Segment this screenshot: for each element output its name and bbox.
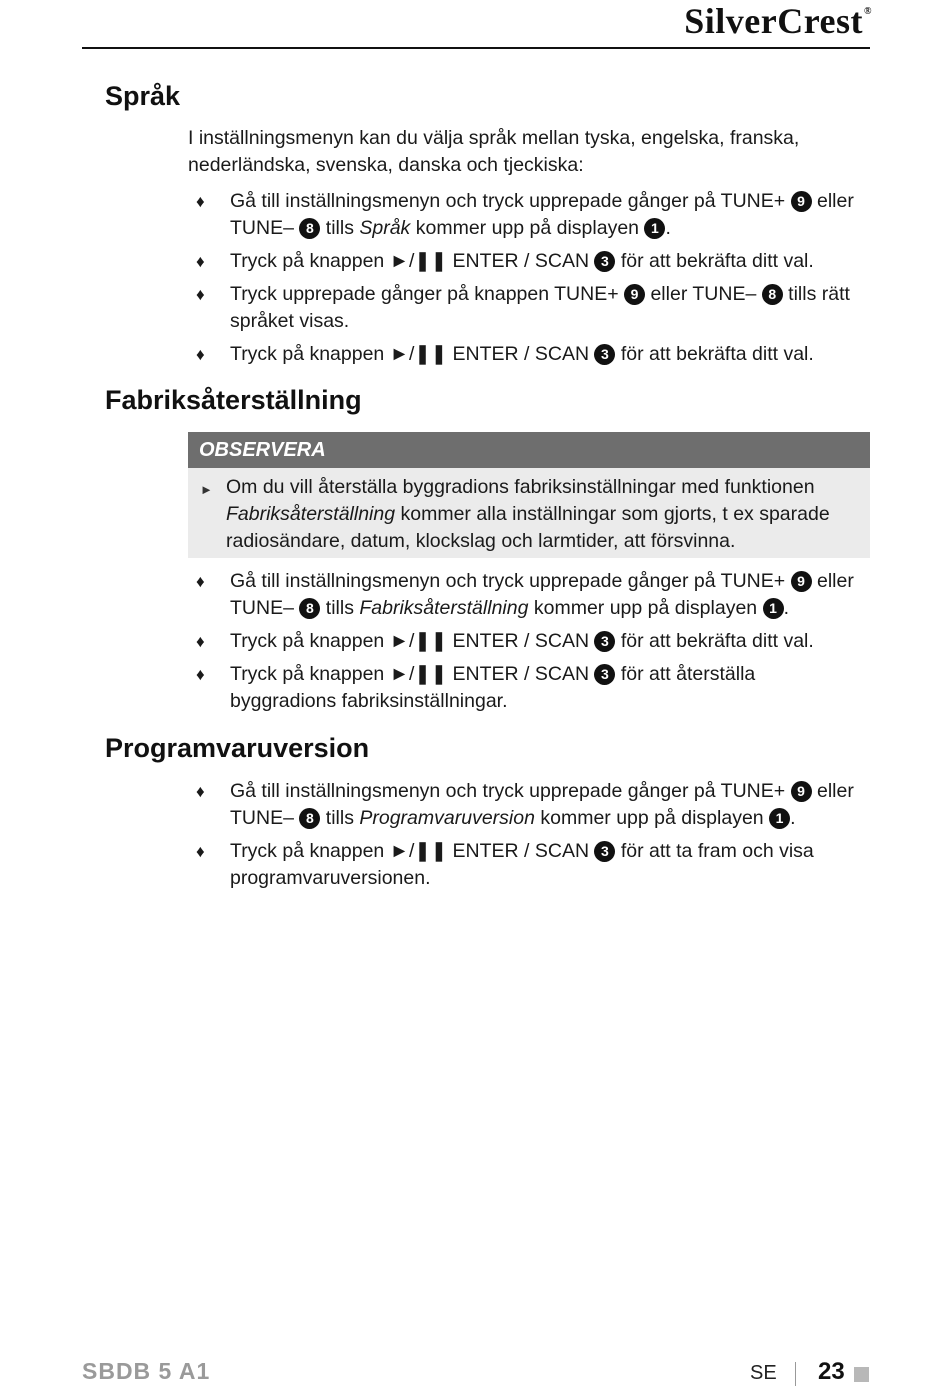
item-text: för att bekräfta ditt val. xyxy=(615,630,814,652)
item-text: kommer upp på displayen xyxy=(410,217,645,239)
list-item xyxy=(188,778,863,832)
item-text: Gå till inställningsmenyn och tryck upprepade gånger på TUNE+ xyxy=(230,780,791,802)
item-text: Tryck på knappen ►/❚❚ ENTER / SCAN xyxy=(230,250,595,272)
emphasis-text: Programvaruversion xyxy=(359,807,535,829)
list-item xyxy=(188,188,863,242)
item-text: Gå till inställningsmenyn och tryck upprepade gånger på TUNE+ xyxy=(230,190,791,212)
note-text xyxy=(226,474,846,555)
list-item xyxy=(188,248,863,275)
item-text: tills xyxy=(320,217,360,239)
item-text: Gå till inställningsmenyn och tryck upprepade gånger på TUNE+ xyxy=(230,570,791,592)
callout-number: 9 xyxy=(791,191,812,212)
callout-number: 8 xyxy=(299,598,320,619)
section-title-program: Programvaruversion xyxy=(105,733,370,763)
bullet-icon: ♦ xyxy=(196,572,205,591)
brand-name: SilverCrest xyxy=(684,1,864,41)
item-text: Tryck på knappen ►/❚❚ ENTER / SCAN xyxy=(230,630,595,652)
section-title-fabrik: Fabriksåterställning xyxy=(105,385,362,415)
bullet-icon: ♦ xyxy=(196,252,205,271)
section-title-sprak: Språk xyxy=(105,81,181,111)
item-text: . xyxy=(783,597,789,619)
header-rule xyxy=(82,47,870,49)
note-box xyxy=(188,468,870,558)
callout-number: 8 xyxy=(299,808,320,829)
item-text: Tryck upprepade gånger på knappen TUNE+ xyxy=(230,283,625,305)
item-text: kommer upp på displayen xyxy=(528,597,763,619)
callout-number: 1 xyxy=(769,808,790,829)
callout-number: 9 xyxy=(791,781,812,802)
item-text: tills xyxy=(320,597,360,619)
note-text-post: kommer alla inställningar som gjorts, t ex sparade radiosändare, datum, klockslag och larmtider, att försvinna. xyxy=(226,503,830,552)
list-item xyxy=(188,568,863,622)
item-text: för att bekräfta ditt val. xyxy=(615,343,814,365)
callout-number: 9 xyxy=(624,284,645,305)
item-text: eller TUNE– xyxy=(230,190,854,239)
sprak-list xyxy=(188,188,863,374)
bullet-icon: ♦ xyxy=(196,842,205,861)
item-text: tills xyxy=(320,807,360,829)
note-arrow-icon: ► xyxy=(200,482,213,497)
footer-model: SBDB 5 A1 xyxy=(82,1358,211,1384)
callout-number: 1 xyxy=(763,598,784,619)
bullet-icon: ♦ xyxy=(196,345,205,364)
item-text: eller TUNE– xyxy=(230,780,854,829)
bullet-icon: ♦ xyxy=(196,632,205,651)
list-item xyxy=(188,661,863,715)
callout-number: 3 xyxy=(594,664,615,685)
sprak-intro: I inställningsmenyn kan du välja språk mellan tyska, engelska, franska, nederländska, svenska, danska och tjeckiska: xyxy=(188,127,800,176)
bullet-icon: ♦ xyxy=(196,192,205,211)
item-text: eller TUNE– xyxy=(230,570,854,619)
callout-number: 1 xyxy=(644,218,665,239)
note-text-pre: Om du vill återställa byggradions fabriksinställningar med funktionen xyxy=(226,476,815,498)
callout-number: 9 xyxy=(791,571,812,592)
item-text: . xyxy=(790,807,796,829)
list-item xyxy=(188,838,863,892)
footer-square-icon xyxy=(854,1367,869,1382)
program-list xyxy=(188,778,863,898)
item-text: Tryck på knappen ►/❚❚ ENTER / SCAN xyxy=(230,663,595,685)
item-text: Tryck på knappen ►/❚❚ ENTER / SCAN xyxy=(230,343,595,365)
fabrik-list xyxy=(188,568,863,721)
note-text-em: Fabriksåterställning xyxy=(226,503,396,525)
footer-separator xyxy=(795,1362,796,1386)
note-heading: OBSERVERA xyxy=(188,432,870,468)
emphasis-text: Fabriksåterställning xyxy=(359,597,529,619)
registered-mark: ® xyxy=(864,6,872,17)
item-text: kommer upp på displayen xyxy=(534,807,770,829)
item-text: för att återställa byggradions fabriksinställningar. xyxy=(230,663,756,712)
list-item xyxy=(188,628,863,655)
callout-number: 3 xyxy=(594,631,615,652)
list-item xyxy=(188,341,863,368)
bullet-icon: ♦ xyxy=(196,782,205,801)
bullet-icon: ♦ xyxy=(196,285,205,304)
callout-number: 3 xyxy=(594,344,615,365)
page-number: 23 xyxy=(818,1358,845,1385)
callout-number: 8 xyxy=(299,218,320,239)
item-text: Tryck på knappen ►/❚❚ ENTER / SCAN xyxy=(230,840,595,862)
item-text: för att bekräfta ditt val. xyxy=(615,250,814,272)
item-text: för att ta fram och visa programvaruversionen. xyxy=(230,840,814,889)
callout-number: 3 xyxy=(594,841,615,862)
bullet-icon: ♦ xyxy=(196,665,205,684)
callout-number: 8 xyxy=(762,284,783,305)
emphasis-text: Språk xyxy=(359,217,411,239)
callout-number: 3 xyxy=(594,251,615,272)
item-text: tills rätt språket visas. xyxy=(230,283,850,332)
brand-logo xyxy=(684,0,872,42)
item-text: eller TUNE– xyxy=(645,283,762,305)
list-item xyxy=(188,281,863,335)
footer-language: SE xyxy=(750,1362,777,1384)
item-text: . xyxy=(665,217,671,239)
